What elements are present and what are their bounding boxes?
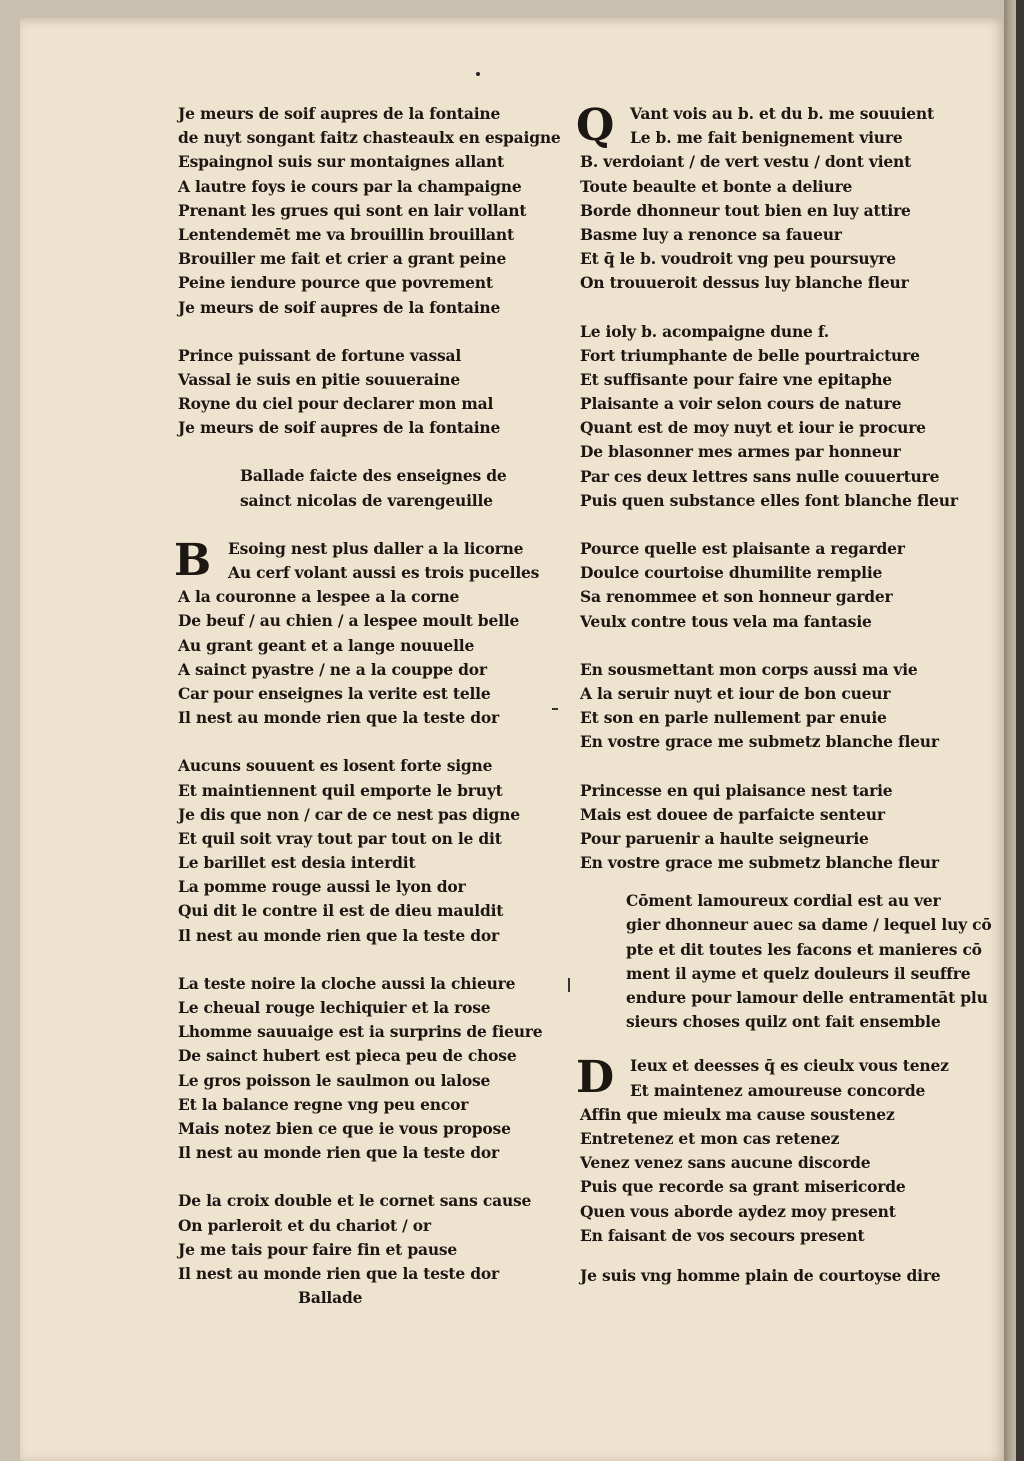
verse-line: Mais est douee de parfaicte senteur (580, 804, 885, 824)
right-text-column (576, 100, 992, 1288)
verse-line: Pour paruenir a haulte seigneurie (580, 828, 869, 848)
verse-line: Princesse en qui plaisance nest tarie (580, 780, 893, 800)
verse-line: Le b. me fait benignement viure (630, 128, 903, 148)
heading-line: sieurs choses quilz ont fait ensemble (626, 1012, 941, 1032)
verse-line: Prince puissant de fortune vassal (178, 345, 462, 365)
stanza (580, 537, 980, 634)
verse-line: Toute beaulte et bonte a deliure (580, 176, 853, 196)
verse-line: Veulx contre tous vela ma fantasie (580, 611, 872, 631)
verse-line: Je meurs de soif aupres de la fontaine (178, 297, 501, 317)
verse-line: Lentendemēt me va brouillin brouillant (178, 224, 514, 244)
heading-line: Ballade faicte des enseignes de (240, 466, 507, 486)
verse-line: Basme luy a renonce sa faueur (580, 224, 842, 244)
verse-line: Et la balance regne vng peu encor (178, 1094, 469, 1114)
verse-line: Et suffisante pour faire vne epitaphe (580, 369, 892, 389)
verse-line: B. verdoiant / de vert vestu / dont vient (580, 152, 912, 172)
heading-line: Cōment lamoureux cordial est au ver (626, 891, 941, 911)
drop-capital: B (174, 534, 212, 586)
stanza (580, 320, 980, 514)
verse-line: Le cheual rouge lechiquier et la rose (178, 998, 491, 1017)
catchword: Ballade (298, 1288, 363, 1308)
stanza (576, 100, 980, 296)
verse-line: Aucuns souuent es losent forte signe (178, 756, 493, 776)
page-mark (476, 72, 480, 76)
verse-line: Vassal ie suis en pitie souueraine (178, 369, 461, 389)
verse-line: En sousmettant mon corps aussi ma vie (580, 659, 918, 679)
verse-line: Peine iendure pource que povrement (178, 273, 493, 293)
verse-line: Brouiller me fait et crier a grant peine (178, 249, 507, 269)
verse-line: En vostre grace me submetz blanche fleur (580, 732, 939, 752)
verse-line: Ieux et deesses q̄ es cieulx vous tenez (630, 1056, 949, 1076)
verse-line: Je dis que non / car de ce nest pas digne (178, 804, 520, 824)
verse-line: Car pour enseignes la verite est telle (178, 683, 491, 703)
verse-line: Le ioly b. acompaigne dune f. (580, 321, 830, 341)
verse-line: Il nest au monde rien que la teste dor (178, 925, 499, 945)
verse-line: Prenant les grues qui sont en lair vollant (178, 200, 527, 220)
verse-line: Puis que recorde sa grant misericorde (580, 1177, 906, 1197)
verse-line: Sa renommee et son honneur garder (580, 587, 893, 607)
verse-line: Le gros poisson le saulmon ou lalose (178, 1070, 491, 1090)
verse-line: Et maintenez amoureuse concorde (630, 1080, 926, 1100)
verse-line: Doulce courtoise dhumilite remplie (580, 563, 883, 583)
heading-line: sainct nicolas de varengeuille (240, 490, 493, 510)
verse-line: La pomme rouge aussi le lyon dor (178, 877, 466, 897)
stanza (178, 972, 568, 1166)
verse-line: Par ces deux lettres sans nulle couuerture (580, 466, 940, 486)
heading-line: pte et dit toutes les facons et manieres cō (626, 939, 982, 959)
verse-line: De blasonner mes armes par honneur (580, 442, 901, 462)
verse-line: Fort triumphante de belle pourtraicture (580, 345, 920, 365)
verse-line: En faisant de vos secours present (580, 1225, 865, 1245)
heading-line: ment il ayme et quelz douleurs il seuffre (626, 963, 971, 983)
verse-line: A lautre foys ie cours par la champaigne (178, 176, 522, 196)
stanza (178, 754, 568, 948)
verse-line: Il nest au monde rien que la teste dor (178, 1143, 499, 1163)
verse-line: de nuyt songant faitz chasteaulx en espaigne (178, 128, 561, 148)
drop-capital: D (576, 1052, 615, 1104)
binding-edge (1016, 0, 1024, 1461)
stanza (580, 658, 980, 755)
verse-line: A la couronne a lespee a la corne (178, 587, 460, 607)
stanza (178, 102, 568, 320)
verse-line: On parleroit et du chariot / or (178, 1215, 431, 1235)
verse-line: Affin que mieulx ma cause soustenez (580, 1104, 895, 1124)
verse-line: Je suis vng homme plain de courtoyse dire (580, 1265, 941, 1285)
verse-line: Je meurs de soif aupres de la fontaine (178, 418, 501, 438)
verse-line: La teste noire la cloche aussi la chieure (178, 973, 516, 993)
section-heading (178, 464, 568, 512)
verse-line: Et son en parle nullement par enuie (580, 708, 887, 728)
verse-line: Espaingnol suis sur montaignes allant (178, 152, 504, 172)
verse-line: Esoing nest plus daller a la licorne (228, 538, 524, 558)
stanza (178, 344, 568, 441)
verse-line: A sainct pyastre / ne a la couppe dor (178, 659, 487, 679)
verse-line: De la croix double et le cornet sans cause (178, 1191, 532, 1211)
heading-line: endure pour lamour delle entramentāt plu (626, 988, 988, 1007)
stanza (178, 1189, 568, 1286)
stanza (174, 534, 568, 731)
verse-line: Pource quelle est plaisante a regarder (580, 539, 905, 558)
verse-line: On trouueroit dessus luy blanche fleur (580, 273, 909, 293)
verse-line: Royne du ciel pour declarer mon mal (178, 394, 494, 414)
verse-line: Entretenez et mon cas retenez (580, 1128, 840, 1148)
verse-line: De sainct hubert est pieca peu de chose (178, 1046, 517, 1066)
verse-line: Et q̄ le b. voudroit vng peu poursuyre (580, 249, 896, 269)
drop-capital: Q (576, 100, 615, 151)
left-text-column (174, 102, 568, 1310)
verse-line: De beuf / au chien / a lespee moult belle (178, 611, 520, 631)
verse-line: En vostre grace me submetz blanche fleur (580, 853, 939, 873)
heading-line: gier dhonneur auec sa dame / lequel luy cō (626, 915, 992, 935)
verse-line: Au cerf volant aussi es trois pucelles (228, 563, 540, 582)
verse-line: Vant vois au b. et du b. me souuient (630, 104, 934, 123)
stanza (576, 1052, 980, 1248)
verse-line: Puis quen substance elles font blanche fleur (580, 490, 958, 510)
verse-line: Et quil soit vray tout par tout on le dit (178, 828, 502, 848)
verse-line: Je meurs de soif aupres de la fontaine (178, 104, 501, 123)
verse-line: Venez venez sans aucune discorde (580, 1153, 871, 1173)
verse-line: Plaisante a voir selon cours de nature (580, 394, 902, 414)
verse-line: Et maintiennent quil emporte le bruyt (178, 780, 503, 800)
stanza (580, 779, 980, 876)
verse-line: Au grant geant et a lange nouuelle (178, 635, 475, 655)
verse-line: Il nest au monde rien que la teste dor (178, 708, 499, 728)
verse-line: Je me tais pour faire fin et pause (178, 1239, 458, 1259)
verse-line: Il nest au monde rien que la teste dor (178, 1263, 499, 1283)
verse-line: A la seruir nuyt et iour de bon cueur (580, 683, 891, 703)
verse-line: Lhomme sauuaige est ia surprins de fieure (178, 1022, 543, 1042)
verse-line: Mais notez bien ce que ie vous propose (178, 1118, 511, 1138)
section-heading (580, 889, 992, 1034)
verse-line: Quant est de moy nuyt et iour ie procure (580, 418, 926, 438)
verse-line: Quen vous aborde aydez moy present (580, 1201, 896, 1221)
verse-line: Le barillet est desia interdit (178, 853, 416, 873)
margin-mark (568, 978, 570, 992)
verse-line: Borde dhonneur tout bien en luy attire (580, 200, 911, 220)
verse-line: Qui dit le contre il est de dieu mauldit (178, 901, 504, 921)
